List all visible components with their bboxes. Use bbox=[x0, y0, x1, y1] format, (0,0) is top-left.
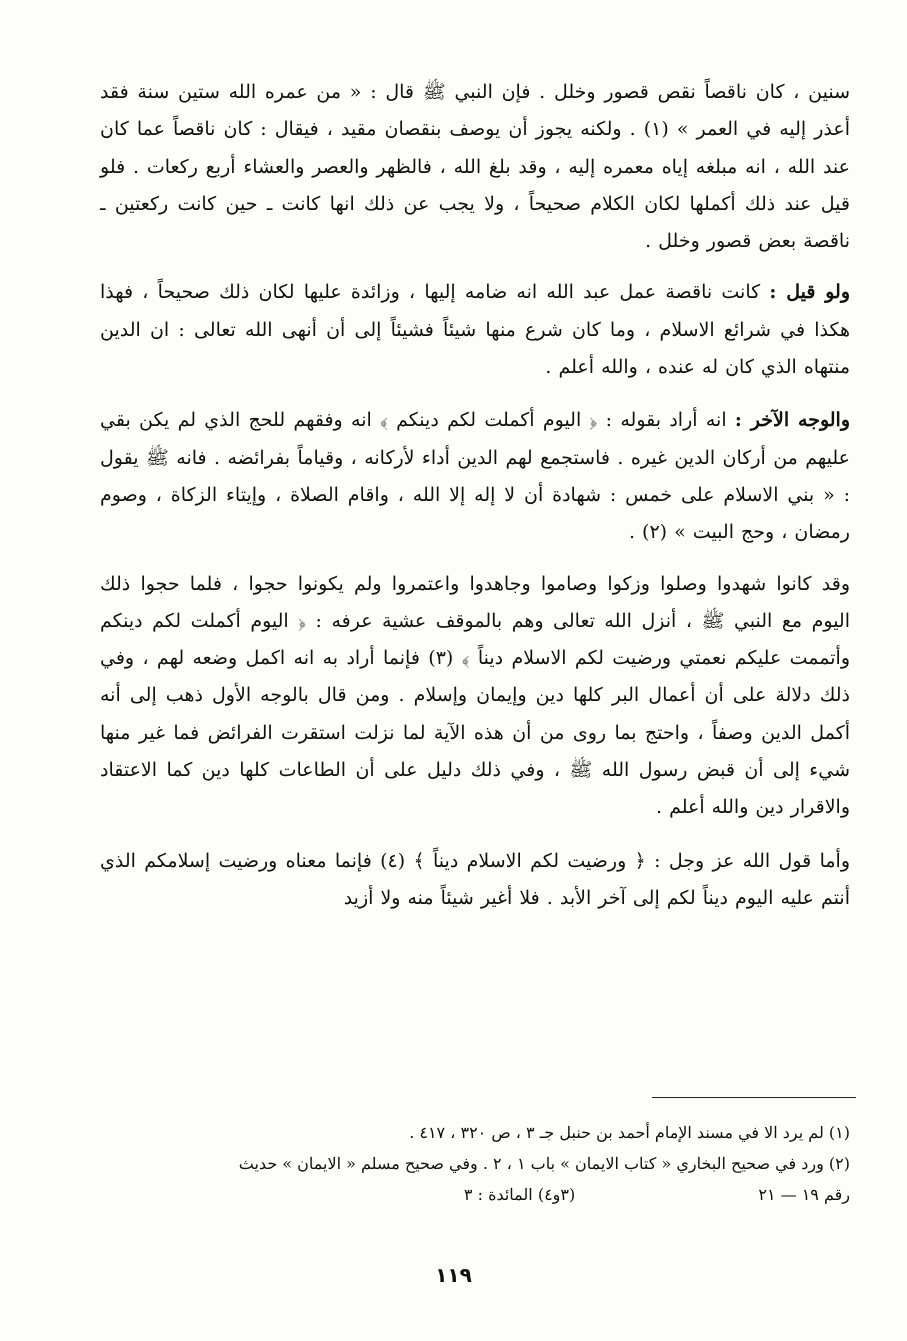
footnote-3: رقم ١٩ — ٢١ (٣و٤) المائدة : ٣ bbox=[463, 1185, 850, 1204]
paragraph-3 bbox=[100, 402, 850, 551]
paragraph-lead: ولو قيل : bbox=[769, 281, 850, 304]
paragraph-2 bbox=[100, 274, 850, 386]
page-number: ١١٩ bbox=[435, 1263, 472, 1287]
paragraph-1 bbox=[100, 74, 850, 260]
footnote-divider bbox=[652, 1097, 856, 1098]
paragraph-5 bbox=[100, 843, 850, 918]
footnote-1: (١) لم يرد الا في مسند الإمام أحمد بن حنبل جـ ٣ ، ص ٣٢٠ ، ٤١٧ . bbox=[409, 1123, 850, 1142]
paragraph-text: سنين ، كان ناقصاً نقص قصور وخلل . فإن النبي ﷺ قال : « من عمره الله ستين سنة فقد أعذر إليه في العمر » (١) . ولكنه يجوز أن يوصف بنقصان مقيد ، فيقال : كان ناقصاً عما كان عند الله ، انه مبلغه إياه معمره إليه ، وقد بلغ الله ، فالظهر والعصر والعشاء أربع ركعات . فلو قيل عند ذلك أكملها لكان الكلام صحيحاً ، ولا يجب عن ذلك انها كانت ـ حين كانت ركعتين ـ ناقصة بعض قصور وخلل . bbox=[100, 81, 851, 253]
paragraph-text: وأما قول الله عز وجل : ﴿ ورضيت لكم الاسلام ديناً ﴾ (٤) فإنما معناه ورضيت إسلامكم الذي أنتم عليه اليوم ديناً لكم إلى آخر الأبد . فلا أغير شيئاً منه ولا أزيد bbox=[100, 849, 850, 909]
paragraph-text: انه أراد بقوله : ﴿ اليوم أكملت لكم دينكم ﴾ انه وفقهم للحج الذي لم يكن بقي عليهم من أركان الدين غيره . فاستجمع لهم الدين أداء لأركانه ، وقياماً بفرائضه . فانه ﷺ يقول : « بني الاسلام على خمس : شهادة أن لا إله إلا الله ، واقام الصلاة ، وإيتاء الزكاة ، وصوم رمضان ، وحج البيت » (٢) . bbox=[100, 409, 851, 544]
paragraph-lead: والوجه الآخر : bbox=[734, 409, 851, 432]
main-text bbox=[100, 74, 850, 917]
paragraph-text: وقد كانوا شهدوا وصلوا وزكوا وصاموا وجاهدوا واعتمروا ولم يكونوا حجوا ، فلما حجوا ذلك اليوم مع النبي ﷺ ، أنزل الله تعالى وهم بالموقف عشية عرفه : ﴿ اليوم أكملت لكم دينكم وأتممت عليكم نعمتي ورضيت لكم الاسلام ديناً ﴾ (٣) فإنما أراد به انه اكمل وضعه لهم ، وفي ذلك دلالة على أن أعمال البر كلها دين وإيمان وإسلام . ومن قال بالوجه الأول ذهب إلى أنه أكمل الدين وصفاً ، واحتج بما روى من أن هذه الآية لما نزلت استقرت الفرائض فما غير منها شيء إلى أن قبض رسول الله ﷺ ، وفي ذلك دليل على أن الطاعات كلها دين كما الاعتقاد والاقرار دين والله أعلم . bbox=[100, 572, 850, 819]
footnote-2: (٢) ورد في صحيح البخاري « كتاب الايمان » باب ١ ، ٢ . وفي صحيح مسلم « الايمان » حديث bbox=[238, 1154, 850, 1173]
footnotes bbox=[100, 1117, 850, 1210]
paragraph-4 bbox=[100, 566, 850, 827]
paragraph-text: كانت ناقصة عمل عبد الله انه ضامه إليها ، وزائدة عليها لكان ذلك صحيحاً ، فهذا هكذا في شرائع الاسلام ، وما كان شرع منها شيئاً فشيئاً إلى أن أنهى الله تعالى : ان الدين منتهاه الذي كان له عنده ، والله أعلم . bbox=[100, 281, 850, 379]
